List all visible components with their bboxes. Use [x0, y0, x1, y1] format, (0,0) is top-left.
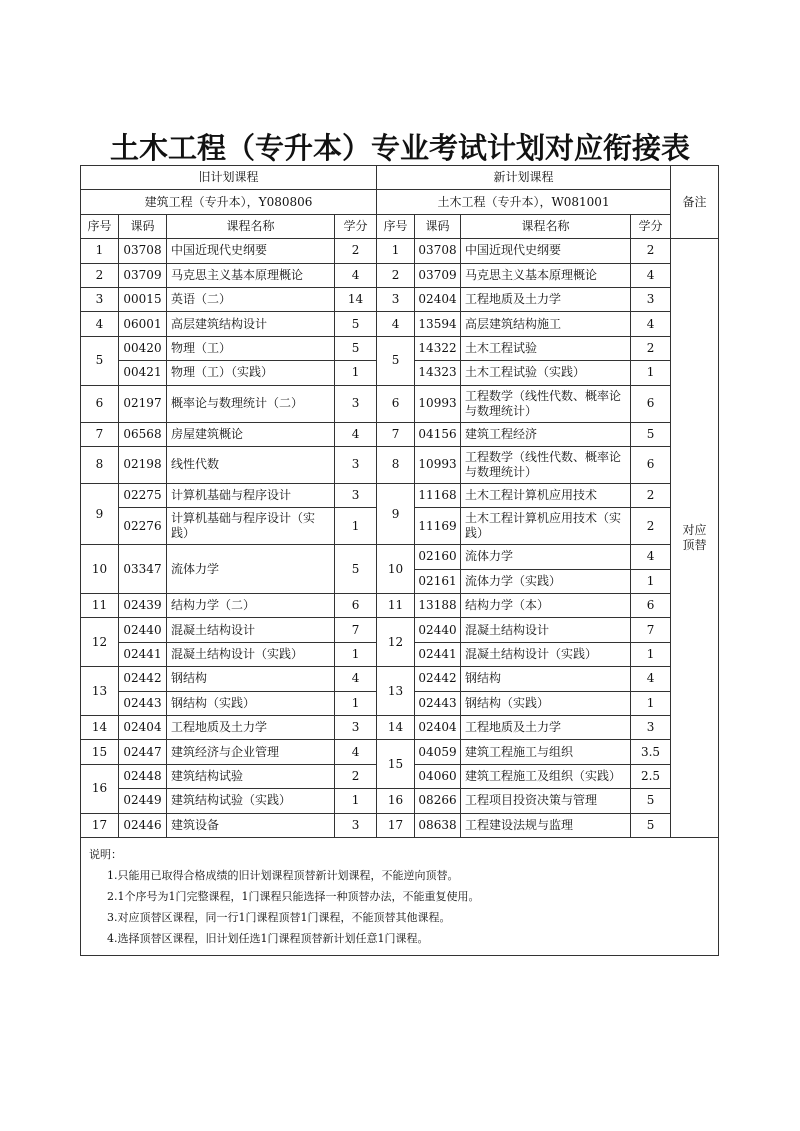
table-row — [81, 545, 719, 569]
new-code: 04060 — [415, 764, 461, 788]
old-code: 02443 — [119, 691, 167, 715]
old-credit: 6 — [335, 594, 377, 618]
old-code: 03708 — [119, 239, 167, 263]
new-code: 02161 — [415, 569, 461, 593]
new-credit: 2 — [631, 336, 671, 360]
old-code: 02197 — [119, 385, 167, 422]
new-code: 02404 — [415, 716, 461, 740]
old-name: 工程地质及土力学 — [167, 716, 335, 740]
new-seq: 13 — [377, 667, 415, 716]
old-seq: 4 — [81, 312, 119, 336]
old-credit: 4 — [335, 263, 377, 287]
new-credit: 4 — [631, 545, 671, 569]
old-credit: 3 — [335, 483, 377, 507]
old-credit: 5 — [335, 545, 377, 594]
new-name: 工程数学（线性代数、概率论与数理统计） — [461, 385, 631, 422]
new-credit: 6 — [631, 594, 671, 618]
new-code: 10993 — [415, 385, 461, 422]
new-col-code: 课码 — [415, 214, 461, 238]
new-name: 钢结构（实践） — [461, 691, 631, 715]
new-seq: 4 — [377, 312, 415, 336]
new-seq: 1 — [377, 239, 415, 263]
old-seq: 17 — [81, 813, 119, 837]
note-item: 1.只能用已取得合格成绩的旧计划课程顶替新计划课程，不能逆向顶替。 — [107, 868, 459, 882]
new-name: 土木工程计算机应用技术（实践） — [461, 508, 631, 545]
notes-heading: 说明： — [89, 847, 122, 861]
old-code: 06001 — [119, 312, 167, 336]
header-row-columns — [81, 214, 719, 238]
new-credit: 2 — [631, 239, 671, 263]
new-credit: 1 — [631, 569, 671, 593]
old-name: 中国近现代史纲要 — [167, 239, 335, 263]
new-name: 高层建筑结构施工 — [461, 312, 631, 336]
new-credit: 3 — [631, 287, 671, 311]
new-seq: 8 — [377, 446, 415, 483]
new-name: 中国近现代史纲要 — [461, 239, 631, 263]
new-credit: 7 — [631, 618, 671, 642]
old-credit: 5 — [335, 312, 377, 336]
new-name: 建筑工程经济 — [461, 422, 631, 446]
new-credit: 3 — [631, 716, 671, 740]
new-seq: 15 — [377, 740, 415, 789]
old-code: 02441 — [119, 642, 167, 666]
old-credit: 1 — [335, 361, 377, 385]
old-seq: 6 — [81, 385, 119, 422]
new-credit: 5 — [631, 789, 671, 813]
new-code: 02160 — [415, 545, 461, 569]
old-major-header: 建筑工程（专升本），Y080806 — [81, 190, 377, 214]
old-name: 线性代数 — [167, 446, 335, 483]
table-row — [81, 446, 719, 483]
table-row — [81, 618, 719, 642]
old-seq: 11 — [81, 594, 119, 618]
old-credit: 14 — [335, 287, 377, 311]
new-credit: 1 — [631, 361, 671, 385]
old-name: 英语（二） — [167, 287, 335, 311]
old-name: 建筑经济与企业管理 — [167, 740, 335, 764]
new-seq: 10 — [377, 545, 415, 594]
header-row-majors — [81, 190, 719, 214]
old-seq: 14 — [81, 716, 119, 740]
old-name: 概率论与数理统计（二） — [167, 385, 335, 422]
old-name: 计算机基础与程序设计（实践） — [167, 508, 335, 545]
new-seq: 6 — [377, 385, 415, 422]
old-code: 02447 — [119, 740, 167, 764]
new-code: 04156 — [415, 422, 461, 446]
old-credit: 1 — [335, 508, 377, 545]
new-name: 工程建设法规与监理 — [461, 813, 631, 837]
new-major-header: 土木工程（专升本），W081001 — [377, 190, 671, 214]
new-plan-header: 新计划课程 — [377, 166, 671, 190]
table-row — [81, 422, 719, 446]
table-row — [81, 789, 719, 813]
new-name: 建筑工程施工及组织（实践） — [461, 764, 631, 788]
new-col-credit: 学分 — [631, 214, 671, 238]
old-seq: 5 — [81, 336, 119, 385]
new-code: 13594 — [415, 312, 461, 336]
old-col-name: 课程名称 — [167, 214, 335, 238]
new-col-seq: 序号 — [377, 214, 415, 238]
new-seq: 16 — [377, 789, 415, 813]
new-seq: 7 — [377, 422, 415, 446]
old-credit: 3 — [335, 446, 377, 483]
old-credit: 3 — [335, 813, 377, 837]
old-col-credit: 学分 — [335, 214, 377, 238]
old-seq: 1 — [81, 239, 119, 263]
old-code: 02446 — [119, 813, 167, 837]
old-name: 马克思主义基本原理概论 — [167, 263, 335, 287]
new-name: 工程数学（线性代数、概率论与数理统计） — [461, 446, 631, 483]
new-credit: 5 — [631, 813, 671, 837]
old-name: 建筑结构试验（实践） — [167, 789, 335, 813]
new-code: 14322 — [415, 336, 461, 360]
new-code: 10993 — [415, 446, 461, 483]
old-code: 02448 — [119, 764, 167, 788]
new-name: 结构力学（本） — [461, 594, 631, 618]
old-code: 02440 — [119, 618, 167, 642]
old-credit: 5 — [335, 336, 377, 360]
new-name: 工程地质及土力学 — [461, 287, 631, 311]
old-credit: 3 — [335, 385, 377, 422]
table-row — [81, 385, 719, 422]
table-row — [81, 594, 719, 618]
table-row — [81, 287, 719, 311]
remark-corresponding — [671, 239, 719, 838]
old-seq: 12 — [81, 618, 119, 667]
old-code: 00421 — [119, 361, 167, 385]
old-credit: 4 — [335, 667, 377, 691]
table-row — [81, 716, 719, 740]
new-code: 08638 — [415, 813, 461, 837]
new-credit: 4 — [631, 667, 671, 691]
table-row — [81, 667, 719, 691]
new-name: 工程项目投资决策与管理 — [461, 789, 631, 813]
notes — [81, 837, 719, 955]
new-name: 钢结构 — [461, 667, 631, 691]
new-code: 02440 — [415, 618, 461, 642]
new-code: 03708 — [415, 239, 461, 263]
table-row — [81, 263, 719, 287]
note-item: 2.1个序号为1门完整课程，1门课程只能选择一种顶替办法，不能重复使用。 — [107, 889, 480, 903]
old-seq: 2 — [81, 263, 119, 287]
table-row — [81, 813, 719, 837]
old-seq: 13 — [81, 667, 119, 716]
new-seq: 9 — [377, 483, 415, 544]
new-credit: 6 — [631, 385, 671, 422]
old-name: 计算机基础与程序设计 — [167, 483, 335, 507]
new-credit: 4 — [631, 312, 671, 336]
new-code: 04059 — [415, 740, 461, 764]
old-name: 物理（工） — [167, 336, 335, 360]
old-seq: 15 — [81, 740, 119, 764]
old-code: 00015 — [119, 287, 167, 311]
new-seq: 3 — [377, 287, 415, 311]
old-seq: 16 — [81, 764, 119, 813]
old-seq: 8 — [81, 446, 119, 483]
new-code: 02441 — [415, 642, 461, 666]
new-name: 建筑工程施工与组织 — [461, 740, 631, 764]
old-credit: 7 — [335, 618, 377, 642]
old-seq: 3 — [81, 287, 119, 311]
new-seq: 2 — [377, 263, 415, 287]
old-code: 02439 — [119, 594, 167, 618]
new-code: 02404 — [415, 287, 461, 311]
new-name: 土木工程试验（实践） — [461, 361, 631, 385]
table-row — [81, 483, 719, 507]
old-seq: 10 — [81, 545, 119, 594]
new-code: 02443 — [415, 691, 461, 715]
note-item: 4.选择顶替区课程，旧计划任选1门课程顶替新计划任意1门课程。 — [107, 931, 429, 945]
old-name: 混凝土结构设计 — [167, 618, 335, 642]
new-credit: 1 — [631, 691, 671, 715]
old-code: 06568 — [119, 422, 167, 446]
old-name: 流体力学 — [167, 545, 335, 594]
remark-corresponding-text: 对应 顶替 — [682, 523, 707, 553]
old-code: 02442 — [119, 667, 167, 691]
new-name: 工程地质及土力学 — [461, 716, 631, 740]
new-code: 11169 — [415, 508, 461, 545]
old-plan-header: 旧计划课程 — [81, 166, 377, 190]
new-credit: 2 — [631, 508, 671, 545]
old-col-code: 课码 — [119, 214, 167, 238]
old-col-seq: 序号 — [81, 214, 119, 238]
old-code: 00420 — [119, 336, 167, 360]
old-name: 物理（工）（实践） — [167, 361, 335, 385]
old-name: 钢结构 — [167, 667, 335, 691]
new-code: 13188 — [415, 594, 461, 618]
table-row — [81, 336, 719, 360]
old-name: 房屋建筑概论 — [167, 422, 335, 446]
new-name: 流体力学（实践） — [461, 569, 631, 593]
new-seq: 17 — [377, 813, 415, 837]
new-credit: 4 — [631, 263, 671, 287]
old-credit: 4 — [335, 422, 377, 446]
new-code: 08266 — [415, 789, 461, 813]
table-row — [81, 239, 719, 263]
course-mapping-table — [80, 165, 719, 956]
old-name: 混凝土结构设计（实践） — [167, 642, 335, 666]
new-seq: 12 — [377, 618, 415, 667]
new-credit: 6 — [631, 446, 671, 483]
new-name: 马克思主义基本原理概论 — [461, 263, 631, 287]
old-name: 钢结构（实践） — [167, 691, 335, 715]
old-seq: 9 — [81, 483, 119, 544]
new-code: 11168 — [415, 483, 461, 507]
old-code: 02276 — [119, 508, 167, 545]
old-credit: 2 — [335, 239, 377, 263]
new-name: 土木工程试验 — [461, 336, 631, 360]
old-credit: 2 — [335, 764, 377, 788]
new-credit: 5 — [631, 422, 671, 446]
old-credit: 4 — [335, 740, 377, 764]
new-seq: 11 — [377, 594, 415, 618]
new-credit: 2.5 — [631, 764, 671, 788]
old-seq: 7 — [81, 422, 119, 446]
header-row-plans — [81, 166, 719, 190]
old-name: 建筑结构试验 — [167, 764, 335, 788]
remark-header: 备注 — [671, 166, 719, 239]
old-credit: 1 — [335, 789, 377, 813]
new-name: 混凝土结构设计 — [461, 618, 631, 642]
note-item: 3.对应顶替区课程，同一行1门课程顶替1门课程，不能顶替其他课程。 — [107, 910, 451, 924]
notes-row — [81, 837, 719, 955]
new-seq: 14 — [377, 716, 415, 740]
new-code: 03709 — [415, 263, 461, 287]
new-code: 02442 — [415, 667, 461, 691]
old-code: 03347 — [119, 545, 167, 594]
new-credit: 1 — [631, 642, 671, 666]
old-name: 结构力学（二） — [167, 594, 335, 618]
new-code: 14323 — [415, 361, 461, 385]
old-code: 02449 — [119, 789, 167, 813]
new-name: 流体力学 — [461, 545, 631, 569]
new-seq: 5 — [377, 336, 415, 385]
old-name: 高层建筑结构设计 — [167, 312, 335, 336]
new-name: 混凝土结构设计（实践） — [461, 642, 631, 666]
old-code: 02404 — [119, 716, 167, 740]
old-credit: 3 — [335, 716, 377, 740]
old-code: 02198 — [119, 446, 167, 483]
old-code: 03709 — [119, 263, 167, 287]
old-code: 02275 — [119, 483, 167, 507]
table-row — [81, 312, 719, 336]
new-name: 土木工程计算机应用技术 — [461, 483, 631, 507]
new-credit: 2 — [631, 483, 671, 507]
table-row — [81, 740, 719, 764]
new-col-name: 课程名称 — [461, 214, 631, 238]
old-name: 建筑设备 — [167, 813, 335, 837]
page-title: 土木工程（专升本）专业考试计划对应衔接表 — [109, 131, 690, 165]
new-credit: 3.5 — [631, 740, 671, 764]
old-credit: 1 — [335, 642, 377, 666]
old-credit: 1 — [335, 691, 377, 715]
